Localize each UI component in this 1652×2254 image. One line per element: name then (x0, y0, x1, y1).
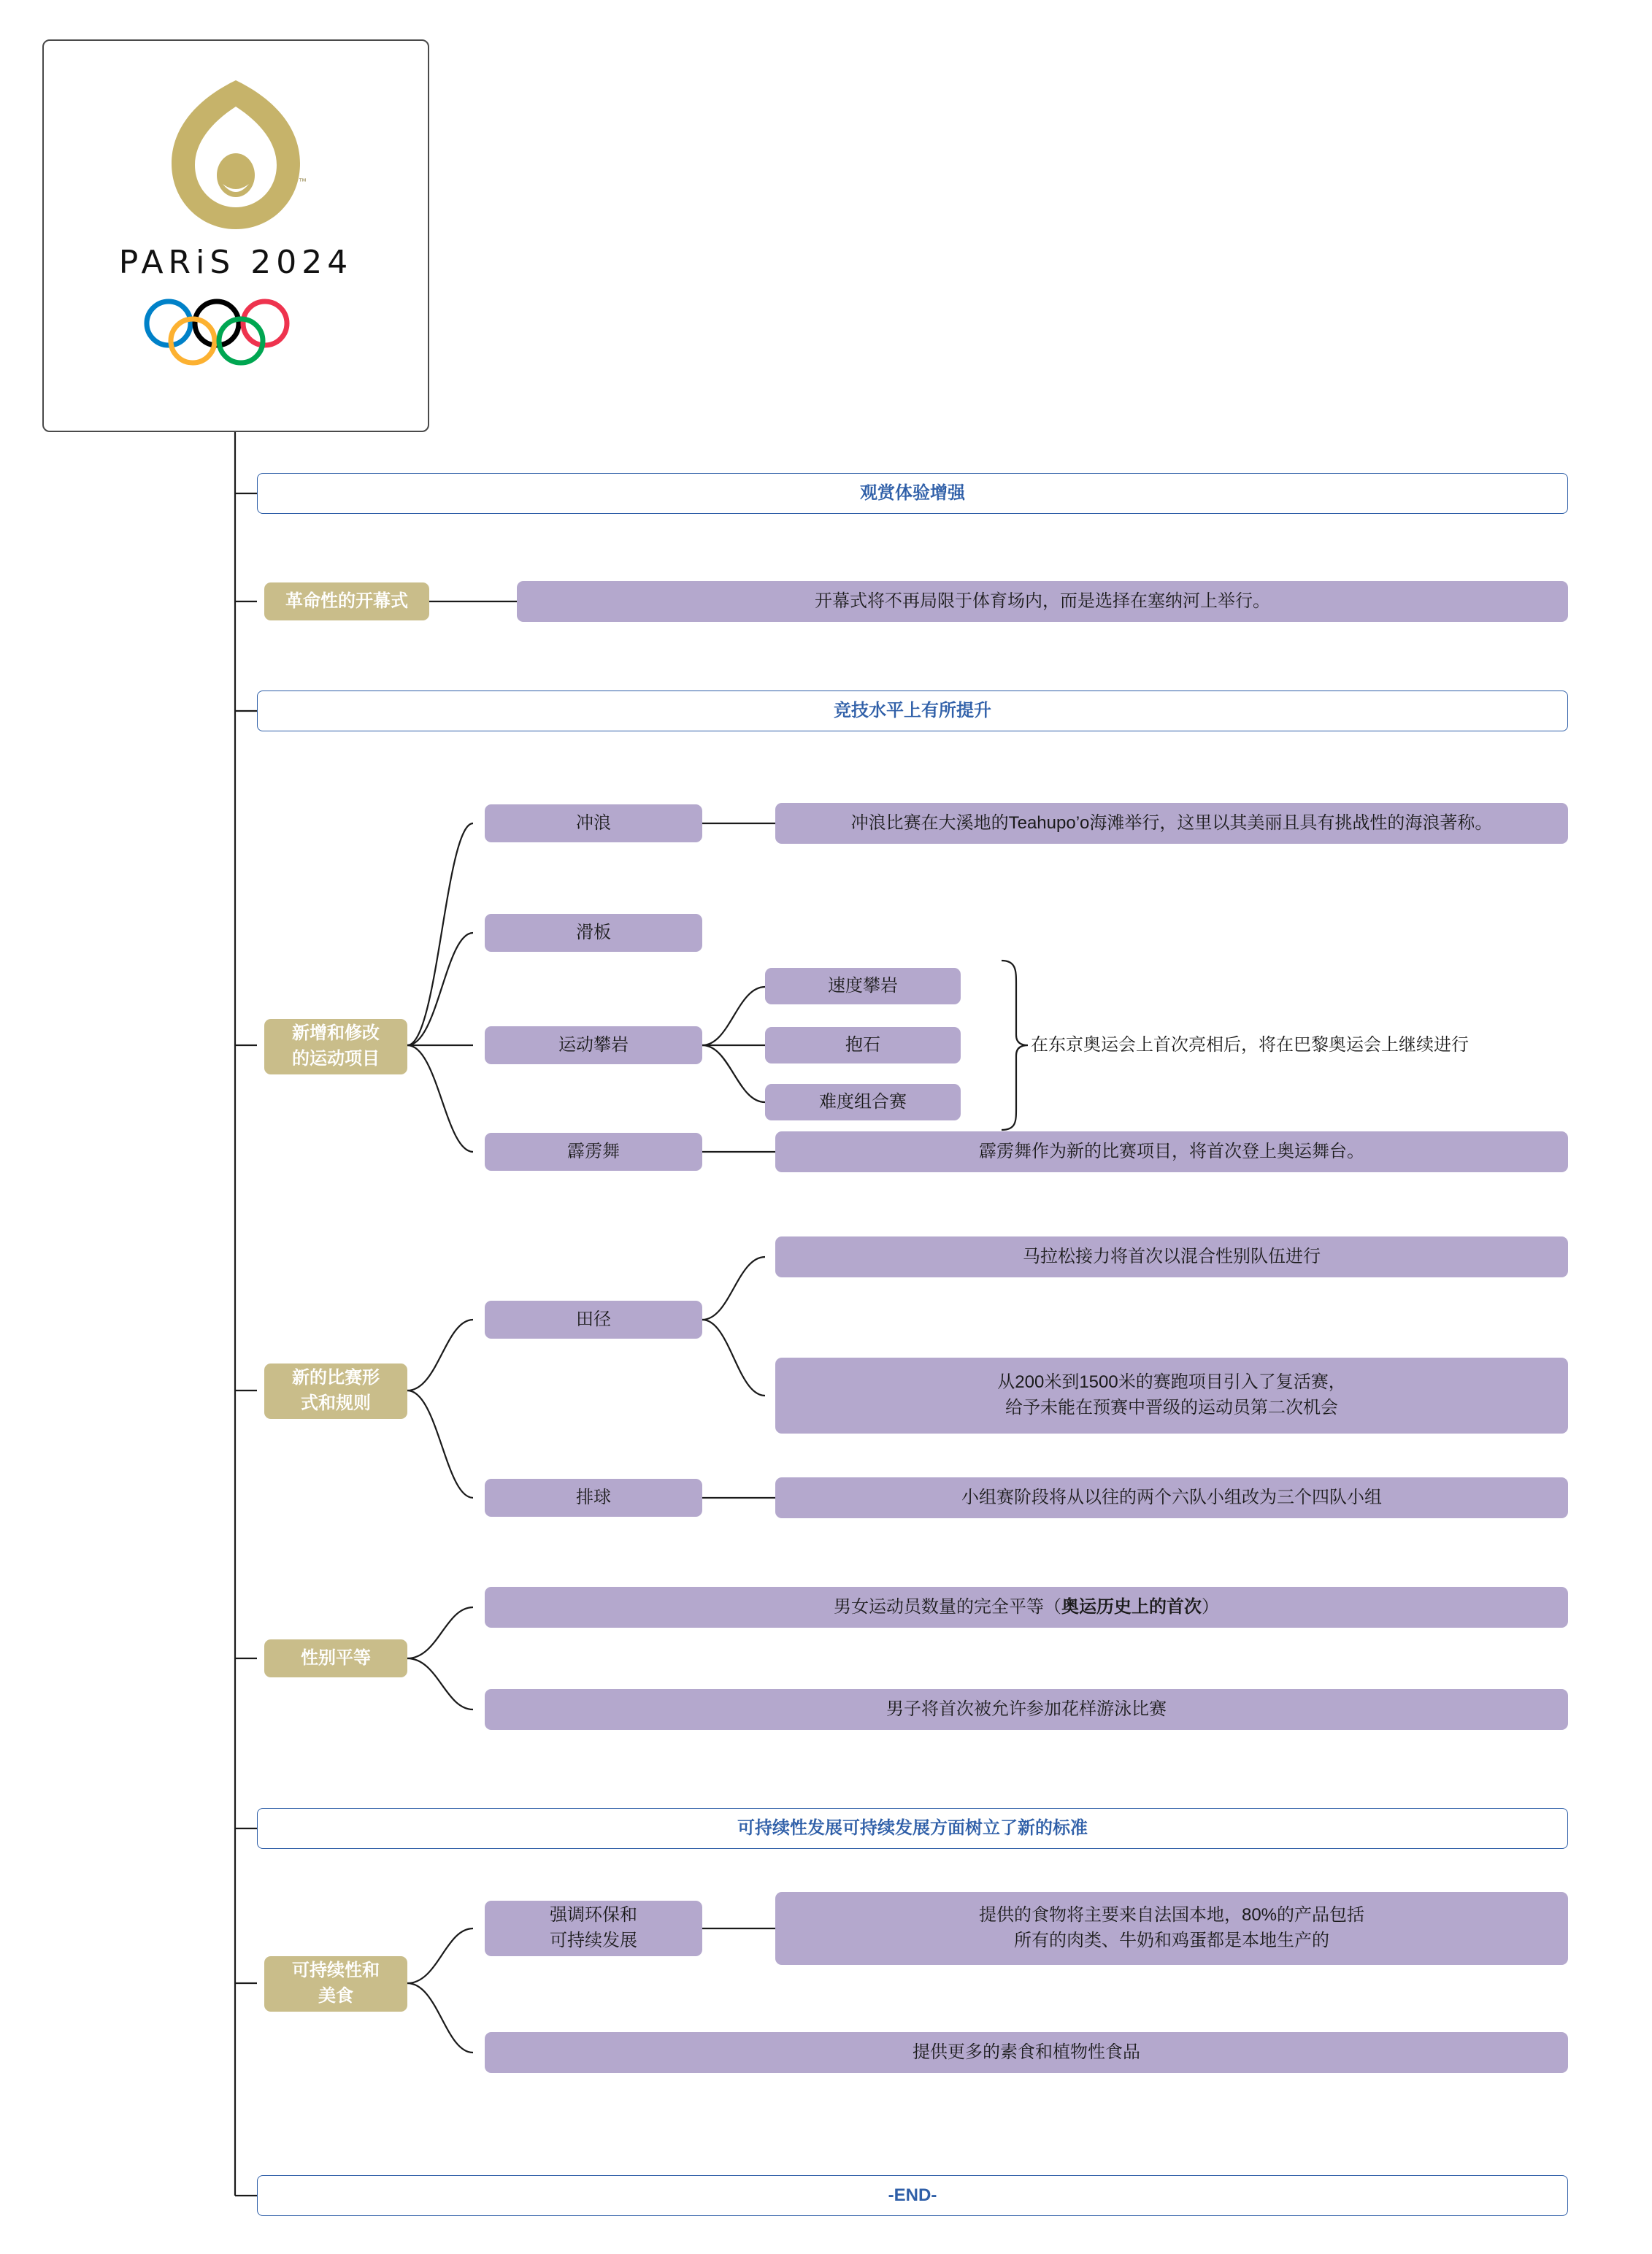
node-label (834, 1595, 1219, 1620)
node-athletics (485, 1301, 702, 1339)
node-gender-detail-2 (485, 1689, 1568, 1730)
node-eco-emphasis (485, 1901, 702, 1956)
category-label-line2: 美食 (318, 1986, 353, 2006)
category-label-line1: 可持续性和 (292, 1961, 380, 1981)
node-climbing-boulder (765, 1027, 961, 1063)
note-label: 在东京奥运会上首次亮相后，将在巴黎奥运会上继续进行 (1031, 1034, 1469, 1055)
node-label-line1: 强调环保和 (550, 1905, 637, 1926)
node-label: 开幕式将不再局限于体育场内，而是选择在塞纳河上举行。 (815, 591, 1270, 611)
node-label: 霹雳舞作为新的比赛项目，将首次登上奥运舞台。 (979, 1141, 1364, 1161)
node-label-line1: 提供的食物将主要来自法国本地，80%的产品包括 (978, 1905, 1365, 1926)
node-eco-food-detail (775, 1892, 1568, 1965)
category-label-line2: 的运动项目 (292, 1049, 380, 1069)
logo-wordmark: PARiS 2024 (118, 244, 353, 281)
node-volleyball (485, 1479, 702, 1517)
node-label: 排球 (576, 1487, 611, 1507)
banner-label: 可持续性发展可持续发展方面树立了新的标准 (737, 1818, 1088, 1838)
node-athletics-detail-2 (775, 1358, 1568, 1434)
node-volleyball-detail (775, 1477, 1568, 1518)
node-breaking (485, 1133, 702, 1171)
banner-sustainable-development (257, 1808, 1568, 1849)
node-label: 男子将首次被允许参加花样游泳比赛 (886, 1699, 1167, 1719)
category-new-formats (264, 1363, 407, 1419)
node-surfing-detail (775, 803, 1568, 844)
node-surfing (485, 804, 702, 842)
category-revolutionary-opening (264, 582, 429, 620)
node-label-bold: 奥运历史上的首次 (1061, 1596, 1202, 1617)
category-sustainability-food (264, 1956, 407, 2012)
node-label-prefix: 男女运动员数量的完全平等（ (834, 1596, 1061, 1617)
banner-competition-level (257, 691, 1568, 731)
category-new-sports (264, 1019, 407, 1074)
node-label-suffix: ） (1202, 1596, 1219, 1617)
category-label-line2: 式和规则 (301, 1393, 371, 1413)
node-label: 霹雳舞 (567, 1141, 620, 1161)
note-climbing-tokyo (1031, 1026, 1600, 1064)
node-athletics-detail-1 (775, 1236, 1568, 1277)
node-label: 滑板 (576, 922, 611, 942)
node-label: 田径 (576, 1309, 611, 1329)
svg-text:™: ™ (299, 177, 307, 186)
node-sport-climbing (485, 1026, 702, 1064)
node-label: 冲浪 (576, 812, 611, 833)
node-skateboard (485, 914, 702, 952)
node-label-line2: 给予未能在预赛中晋级的运动员第二次机会 (1005, 1398, 1338, 1418)
node-climbing-speed (765, 968, 961, 1004)
olympic-rings-icon (126, 293, 345, 369)
banner-end (257, 2175, 1568, 2216)
node-label: 运动攀岩 (558, 1034, 629, 1055)
banner-viewing-experience (257, 473, 1568, 514)
node-label-line2: 可持续发展 (550, 1931, 637, 1950)
category-label: 革命性的开幕式 (285, 591, 408, 611)
category-label-line1: 新的比赛形 (292, 1368, 380, 1388)
node-vegetarian-detail (485, 2032, 1568, 2073)
node-label: 抱石 (845, 1034, 880, 1055)
node-climbing-combined (765, 1084, 961, 1120)
node-label: 马拉松接力将首次以混合性别队伍进行 (1023, 1246, 1321, 1266)
olympic-flame-icon (155, 74, 316, 235)
node-label-line2: 所有的肉类、牛奶和鸡蛋都是本地生产的 (1014, 1931, 1329, 1950)
node-label: 速度攀岩 (828, 975, 898, 996)
node-opening-detail (517, 581, 1568, 622)
node-label: 小组赛阶段将从以往的两个六队小组改为三个四队小组 (961, 1487, 1382, 1507)
node-label-line1: 从200米到1500米的赛跑项目引入了复活赛， (997, 1372, 1346, 1393)
banner-label: 观赏体验增强 (860, 482, 965, 503)
category-gender-equality (264, 1639, 407, 1677)
banner-label: 竞技水平上有所提升 (834, 700, 991, 720)
banner-label: -END- (888, 2185, 937, 2205)
node-breaking-detail (775, 1131, 1568, 1172)
node-label: 冲浪比赛在大溪地的Teahupo’o海滩举行，这里以其美丽且具有挑战性的海浪著称。 (850, 812, 1493, 833)
category-label: 性别平等 (301, 1647, 371, 1668)
node-gender-detail-1 (485, 1587, 1568, 1628)
node-label: 难度组合赛 (819, 1091, 907, 1112)
paris-2024-logo-card (42, 39, 429, 432)
node-label: 提供更多的素食和植物性食品 (913, 2042, 1140, 2062)
category-label-line1: 新增和修改 (292, 1023, 380, 1044)
